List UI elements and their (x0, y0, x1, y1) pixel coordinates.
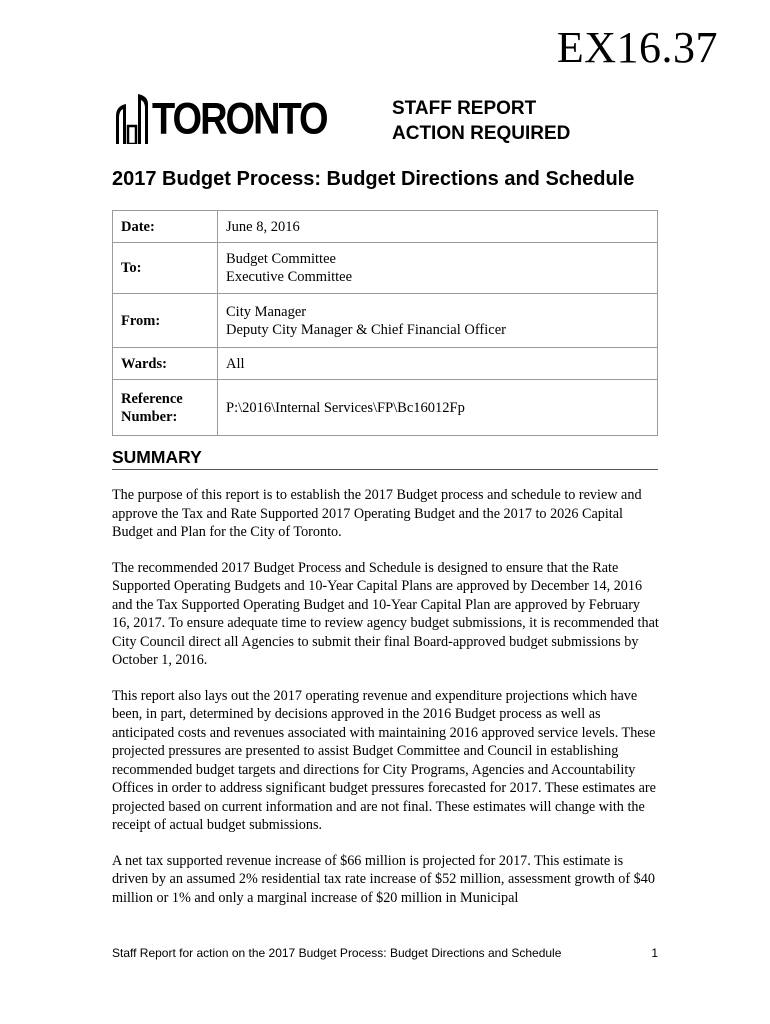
to-value-line-1: Budget Committee (226, 251, 336, 267)
table-row-from (113, 294, 658, 348)
report-type (392, 96, 570, 146)
table-row-wards (113, 348, 658, 380)
summary-paragraph-1: The purpose of this report is to establish the 2017 Budget process and schedule to review and approve the Tax and Rate Supported 2017 Operating Budget and the 2017 to 2026 Capital Budget and Plan for the City of Toronto. (112, 487, 642, 540)
report-type-line-1: STAFF REPORT (392, 98, 537, 119)
table-row-to (113, 243, 658, 294)
date-value: June 8, 2016 (218, 211, 658, 243)
page-number: 1 (651, 946, 658, 960)
footer-text: Staff Report for action on the 2017 Budget Process: Budget Directions and Schedule (112, 946, 562, 960)
summary-paragraph-3: This report also lays out the 2017 operating revenue and expenditure projections which have been, in part, determined by decisions approved in the 2016 Budget process as well as anticipated costs and revenues associated with maintaining 2016 approved service levels. These projected pressures are presented to assist Budget Committee and Council in establishing recommended budget targets and directions for City Programs, Agencies and Accountability Offices in order to address significant budget pressures forecasted for 2017. These estimates are projected based on current information and are not final. These estimates will change with the receipt of actual budget submissions. (112, 687, 656, 833)
reference-value: P:\2016\Internal Services\FP\Bc16012Fp (218, 380, 658, 436)
report-type-line-2: ACTION REQUIRED (392, 123, 571, 144)
summary-heading: SUMMARY (112, 447, 658, 470)
to-value-line-2: Executive Committee (226, 269, 353, 285)
reference-label-line-1: Reference (121, 390, 183, 407)
reference-label (113, 380, 218, 436)
report-meta-table (112, 210, 658, 436)
from-value (218, 294, 658, 348)
toronto-logo (114, 92, 327, 144)
page-footer (112, 946, 658, 960)
city-hall-icon (114, 94, 150, 144)
document-code: EX16.37 (556, 23, 718, 72)
date-label: Date: (113, 211, 218, 243)
wards-label: Wards: (113, 348, 218, 380)
from-label: From: (113, 294, 218, 348)
table-row-reference (113, 380, 658, 436)
from-value-line-2: Deputy City Manager & Chief Financial Officer (226, 321, 506, 338)
wards-value: All (218, 348, 658, 380)
table-row-date (113, 211, 658, 243)
summary-body (112, 486, 660, 924)
to-label: To: (113, 243, 218, 294)
report-title: 2017 Budget Process: Budget Directions and Schedule (112, 168, 635, 190)
summary-paragraph-4: A net tax supported revenue increase of $66 million is projected for 2017. This estimate is driven by an assumed 2% residential tax rate increase of $52 million, assessment growth of $40 million or 1% and only a marginal increase of $20 million in Municipal (112, 852, 655, 906)
summary-paragraph-2: The recommended 2017 Budget Process and Schedule is designed to ensure that the Rate Supported Operating Budgets and 10-Year Capital Plans are approved by December 14, 2016 and the Tax Supported Operating Budget and 10-Year Capital Plan are approved by February 16, 2017. To ensure adequate time to review agency budget submissions, it is recommended that City Council direct all Agencies to submit their final Board-approved budget submissions by October 1, 2016. (112, 559, 659, 668)
from-value-line-1: City Manager (226, 303, 307, 320)
reference-label-line-2: Number: (121, 408, 178, 425)
logo-wordmark: TORONTO (152, 94, 327, 145)
to-value (218, 243, 658, 294)
